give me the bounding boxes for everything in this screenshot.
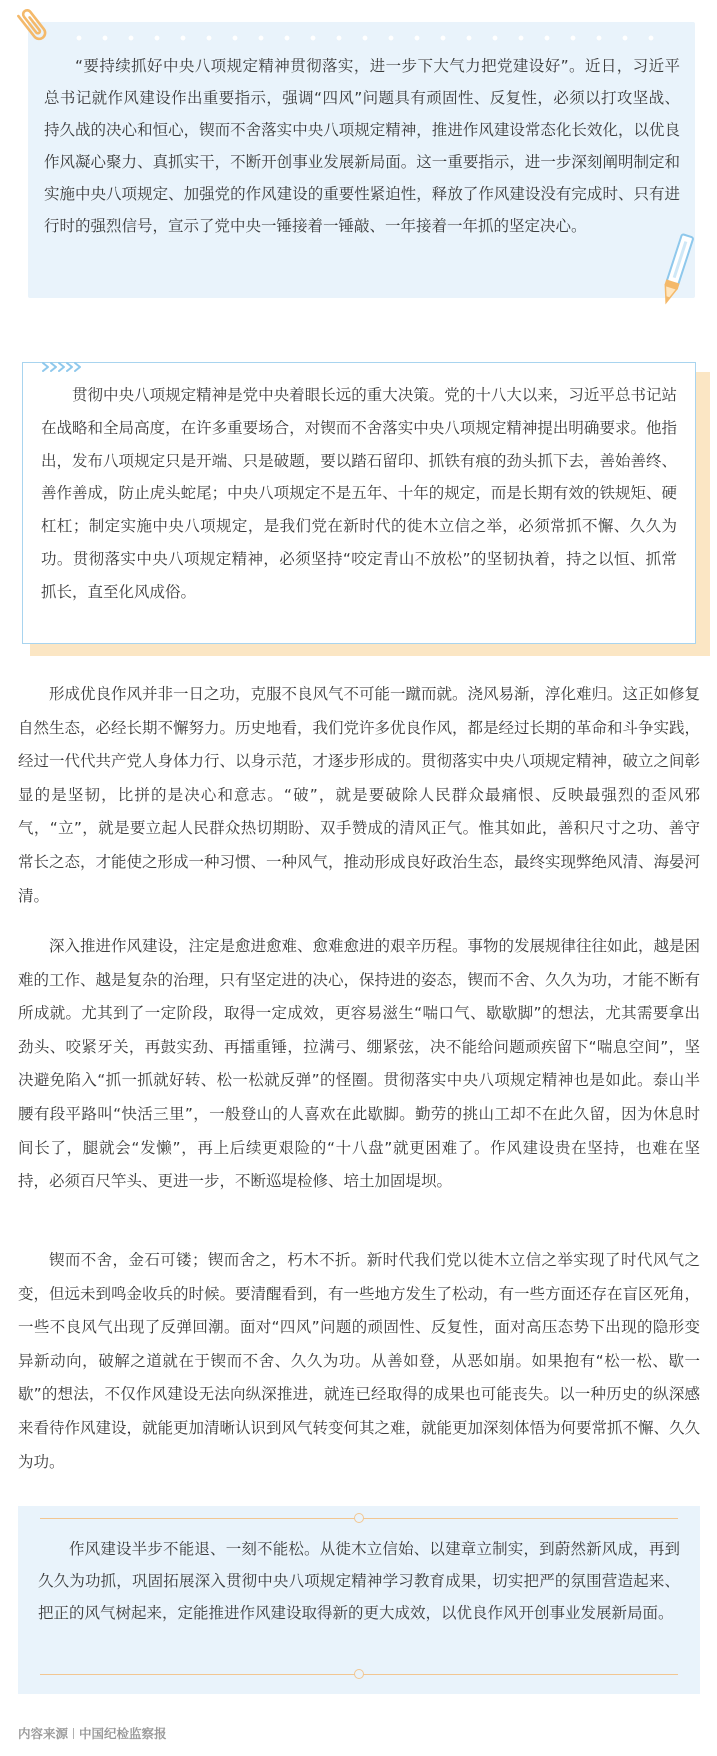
- highlight-paragraph: 贯彻中央八项规定精神是党中央着眼长远的重大决策。党的十八大以来，习近平总书记站在战略和全局高度，在许多重要场合，对锲而不舍落实中央八项规定精神提出明确要求。他指出，发布八项规定只是开端、只是破题，要以踏石留印、抓铁有痕的劲头抓下去，善始善终、善作善成，防止虎头蛇尾；中央八项规定不是五年、十年的规定，而是长期有效的铁规矩、硬杠杠；制定实施中央八项规定，是我们党在新时代的徙木立信之举，必须常抓不懈、久久为功。贯彻落实中央八项规定精神，必须坚持“咬定青山不放松”的坚韧执着，持之以恒、抓常抓长，直至化风成俗。: [41, 386, 677, 601]
- double-chevron-arrows-icon: [41, 361, 87, 373]
- body-paragraph-3: 锲而不舍，金石可镂；锲而舍之，朽木不折。新时代我们党以徙木立信之举实现了时代风气之变，但远未到鸣金收兵的时候。要清醒看到，有一些地方发生了松动，有一些方面还存在盲区死角，一些不良风气出现了反弹回潮。面对“四风”问题的顽固性、反复性，面对高压态势下出现的隐形变异新动向，破解之道就在于锲而不舍、久久为功。从善如登，从恶如崩。如果抱有“松一松、歇一歇”的想法，不仅作风建设无法向纵深推进，就连已经取得的成果也可能丧失。以一种历史的纵深感来看待作风建设，就能更加清晰认识到风气转变何其之难，就能更加深刻体悟为何要常抓不懈、久久为功。: [18, 1251, 701, 1471]
- ring-ornament-icon: [354, 1669, 364, 1679]
- ring-ornament-icon: [354, 1513, 364, 1523]
- body-paragraph-1: 形成优良作风并非一日之功，克服不良风气不可能一蹴而就。浇风易渐，淳化难归。这正如修复自然生态，必经长期不懈努力。历史地看，我们党许多优良作风，都是经过长期的革命和斗争实践，经过一代代共产党人身体力行、以身示范，才逐步形成的。贯彻落实中央八项规定精神，破立之间彰显的是坚韧，比拼的是决心和意志。“破”，就是要破除人民群众最痛恨、反映最强烈的歪风邪气，“立”，就是要立起人民群众热切期盼、双手赞成的清风正气。惟其如此，善积尺寸之功、善守常长之态，才能使之形成一种习惯、一种风气，推动形成良好政治生态，最终实现弊绝风清、海晏河清。: [18, 685, 701, 905]
- paperclip-icon: [12, 6, 52, 48]
- closing-card: [18, 1506, 700, 1694]
- pen-icon: [658, 232, 694, 312]
- source-label: 内容来源: [18, 1726, 69, 1741]
- highlight-card: [22, 362, 696, 644]
- source-separator: [73, 1728, 74, 1739]
- binder-dots: [66, 34, 657, 42]
- closing-paragraph: 作风建设半步不能退、一刻不能松。从徙木立信始、以建章立制实，到蔚然新风成，再到久久为功抓，巩固拓展深入贯彻中央八项规定精神学习教育成果，切实把严的氛围营造起来、把正的风气树起来，定能推进作风建设取得新的更大成效，以优良作风开创事业发展新局面。: [38, 1540, 680, 1622]
- body-paragraph-2: 深入推进作风建设，注定是愈进愈难、愈难愈进的艰辛历程。事物的发展规律往往如此，越是困难的工作、越是复杂的治理，只有坚定进的决心，保持进的姿态，锲而不舍、久久为功，才能不断有所成就。尤其到了一定阶段，取得一定成效，更容易滋生“喘口气、歇歇脚”的想法，尤其需要拿出劲头、咬紧牙关，再鼓实劲、再擂重锤，拉满弓、绷紧弦，决不能给问题顽疾留下“喘息空间”，坚决避免陷入“抓一抓就好转、松一松就反弹”的怪圈。贯彻落实中央八项规定精神也是如此。泰山半腰有段平路叫“快活三里”，一般登山的人喜欢在此歇脚。勤劳的挑山工却不在此久留，因为休息时间长了，腿就会“发懒”，再上后续更艰险的“十八盘”就更困难了。作风建设贵在坚持，也难在坚持，必须百尺竿头、更进一步，不断巡堤检修、培土加固堤坝。: [18, 937, 701, 1191]
- intro-note-card: [28, 22, 695, 298]
- intro-paragraph: “要持续抓好中央八项规定精神贯彻落实，进一步下大气力把党建设好”。近日，习近平总书记就作风建设作出重要指示，强调“四风”问题具有顽固性、反复性，必须以打攻坚战、持久战的决心和恒心，锲而不舍落实中央八项规定精神，推进作风建设常态化长效化，以优良作风凝心聚力、真抓实干，不断开创事业发展新局面。这一重要指示，进一步深刻阐明制定和实施中央八项规定、加强党的作风建设的重要性紧迫性，释放了作风建设没有完成时、只有进行时的强烈信号，宣示了党中央一锤接着一锤敲、一年接着一年抓的坚定决心。: [44, 57, 680, 235]
- content-source: [18, 1724, 167, 1744]
- source-name: 中国纪检监察报: [79, 1726, 167, 1741]
